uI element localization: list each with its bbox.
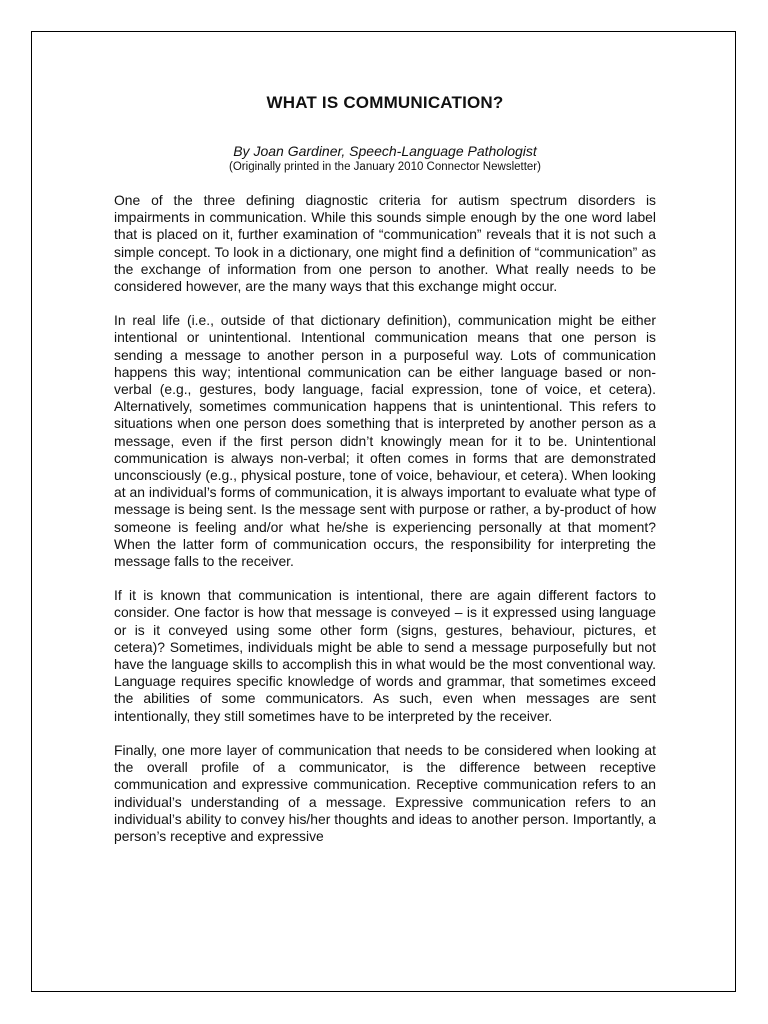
document-page — [31, 31, 736, 992]
paragraph-3: If it is known that communication is intentional, there are again different factors to consider. One factor is how that message is conveyed – is it expressed using language or is it conveyed using some other form (signs, gestures, behaviour, pictures, et cetera)? Sometimes, individuals might be able to send a message purposefully but not have the language skills to accomplish this in what would be the most conventional way. Language requires specific knowledge of words and grammar, that sometimes exceed the abilities of some communicators. As such, even when messages are sent intentionally, they still sometimes have to be interpreted by the receiver. — [114, 587, 656, 724]
document-title: WHAT IS COMMUNICATION? — [266, 93, 504, 112]
author-byline: By Joan Gardiner, Speech-Language Pathologist — [233, 143, 537, 159]
publication-note: (Originally printed in the January 2010 Connector Newsletter) — [229, 161, 541, 173]
paragraph-1: One of the three defining diagnostic criteria for autism spectrum disorders is impairments in communication. While this sounds simple enough by the one word label that is placed on it, further examination of “communication” reveals that it is not such a simple concept. To look in a dictionary, one might find a definition of “communication” as the exchange of information from one person to another. What really needs to be considered however, are the many ways that this exchange might occur. — [114, 192, 656, 295]
document-content — [114, 92, 656, 862]
paragraph-4: Finally, one more layer of communication that needs to be considered when looking at the overall profile of a communicator, is the difference between receptive communication and expressive communication. Receptive communication refers to an individual’s understanding of a message. Expressive communication refers to an individual’s ability to convey his/her thoughts and ideas to another person. Importantly, a person’s receptive and expressive — [114, 741, 656, 844]
paragraph-2: In real life (i.e., outside of that dictionary definition), communication might be either intentional or unintentional. Intentional communication means that one person is sending a message to another person in a purposeful way. Lots of communication happens this way; intentional communication can be either language based or non-verbal (e.g., gestures, body language, facial expression, tone of voice, et cetera). Alternatively, sometimes communication happens that is unintentional. This refers to situations when one person does something that is interpreted by another person as a message, even if the first person didn’t knowingly mean for it to be. Unintentional communication is always non-verbal; it often comes in forms that are demonstrated unconsciously (e.g., physical posture, tone of voice, behaviour, et cetera). When looking at an individual’s forms of communication, it is always important to evaluate what type of message is being sent. Is the message sent with purpose or rather, a by-product of how someone is feeling and/or what he/she is experiencing personally at that moment? When the latter form of communication occurs, the responsibility for interpreting the message falls to the receiver. — [114, 312, 656, 570]
